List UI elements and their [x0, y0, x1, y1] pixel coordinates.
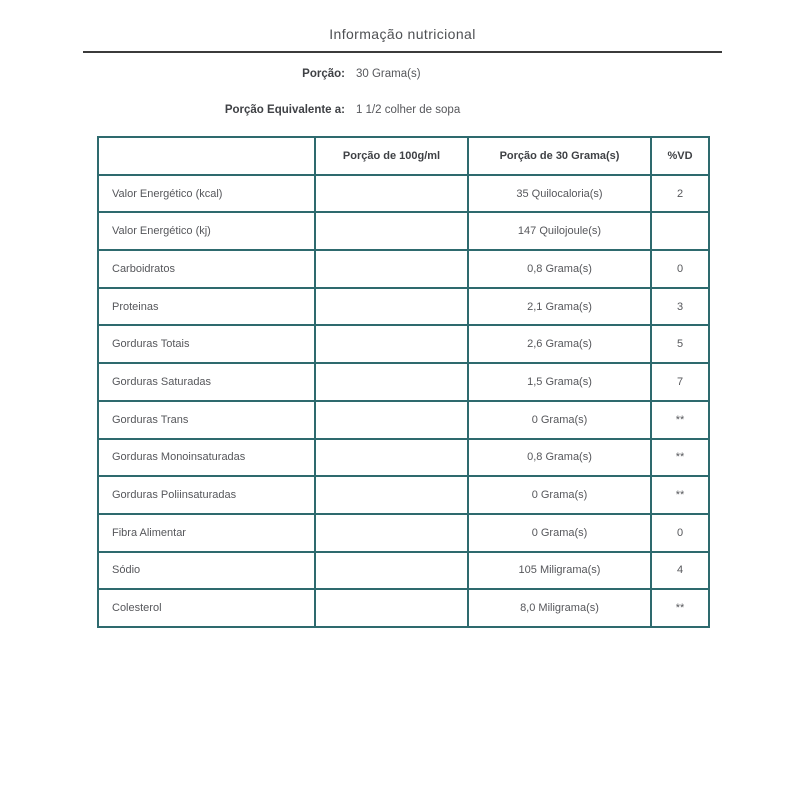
nutrient-name-cell: Gorduras Monoinsaturadas	[98, 439, 315, 477]
vd-value-cell	[651, 212, 709, 250]
vd-value-cell: **	[651, 476, 709, 514]
table-row	[98, 288, 709, 326]
per-serving-value-cell: 35 Quilocaloria(s)	[468, 175, 651, 213]
nutrient-name-cell: Sódio	[98, 552, 315, 590]
per-100-value-cell	[315, 325, 468, 363]
table-row	[98, 363, 709, 401]
vd-value-cell: 3	[651, 288, 709, 326]
per-serving-value-cell: 0,8 Grama(s)	[468, 250, 651, 288]
nutrient-name-cell: Colesterol	[98, 589, 315, 627]
table-header-row	[98, 137, 709, 175]
nutrient-name-cell: Valor Energético (kcal)	[98, 175, 315, 213]
per-100-value-cell	[315, 212, 468, 250]
per-serving-value-cell: 105 Miligrama(s)	[468, 552, 651, 590]
per-serving-value-cell: 0 Grama(s)	[468, 514, 651, 552]
per-serving-value-cell: 1,5 Grama(s)	[468, 363, 651, 401]
header-per-serving-cell: Porção de 30 Grama(s)	[468, 137, 651, 175]
vd-value-cell: **	[651, 439, 709, 477]
per-100-value-cell	[315, 589, 468, 627]
table-row	[98, 175, 709, 213]
serving-value: 30 Grama(s)	[356, 68, 421, 80]
vd-value-cell: 4	[651, 552, 709, 590]
table-row	[98, 476, 709, 514]
nutrient-name-cell: Gorduras Trans	[98, 401, 315, 439]
header-per-100-cell: Porção de 100g/ml	[315, 137, 468, 175]
vd-value-cell: 2	[651, 175, 709, 213]
nutrient-name-cell: Gorduras Poliinsaturadas	[98, 476, 315, 514]
table-row	[98, 552, 709, 590]
serving-equivalent-label: Porção Equivalente a:	[224, 104, 345, 116]
per-serving-value-cell: 0 Grama(s)	[468, 401, 651, 439]
nutrient-name-cell: Gorduras Saturadas	[98, 363, 315, 401]
nutrient-name-cell: Fibra Alimentar	[98, 514, 315, 552]
header-empty-cell	[98, 137, 315, 175]
vd-value-cell: **	[651, 401, 709, 439]
per-100-value-cell	[315, 401, 468, 439]
vd-value-cell: 0	[651, 514, 709, 552]
per-100-value-cell	[315, 552, 468, 590]
nutrition-table	[97, 136, 710, 628]
per-serving-value-cell: 147 Quilojoule(s)	[468, 212, 651, 250]
table-row	[98, 439, 709, 477]
per-serving-value-cell: 8,0 Miligrama(s)	[468, 589, 651, 627]
title-divider	[83, 51, 722, 53]
nutrient-name-cell: Gorduras Totais	[98, 325, 315, 363]
page-title: Informação nutricional	[329, 26, 476, 42]
vd-value-cell: **	[651, 589, 709, 627]
table-row	[98, 589, 709, 627]
vd-value-cell: 0	[651, 250, 709, 288]
table-row	[98, 401, 709, 439]
per-serving-value-cell: 0 Grama(s)	[468, 476, 651, 514]
per-100-value-cell	[315, 514, 468, 552]
per-100-value-cell	[315, 363, 468, 401]
table-row	[98, 325, 709, 363]
table-row	[98, 212, 709, 250]
per-100-value-cell	[315, 250, 468, 288]
header-vd-cell: %VD	[651, 137, 709, 175]
per-100-value-cell	[315, 439, 468, 477]
per-serving-value-cell: 2,6 Grama(s)	[468, 325, 651, 363]
nutrient-name-cell: Proteinas	[98, 288, 315, 326]
per-100-value-cell	[315, 175, 468, 213]
per-100-value-cell	[315, 476, 468, 514]
vd-value-cell: 5	[651, 325, 709, 363]
per-100-value-cell	[315, 288, 468, 326]
serving-label: Porção:	[302, 68, 345, 80]
per-serving-value-cell: 0,8 Grama(s)	[468, 439, 651, 477]
serving-row	[83, 68, 421, 80]
per-serving-value-cell: 2,1 Grama(s)	[468, 288, 651, 326]
nutrient-name-cell: Carboidratos	[98, 250, 315, 288]
serving-equivalent-row	[83, 104, 460, 116]
vd-value-cell: 7	[651, 363, 709, 401]
serving-equivalent-value: 1 1/2 colher de sopa	[356, 104, 461, 116]
table-row	[98, 514, 709, 552]
nutrient-name-cell: Valor Energético (kj)	[98, 212, 315, 250]
table-row	[98, 250, 709, 288]
